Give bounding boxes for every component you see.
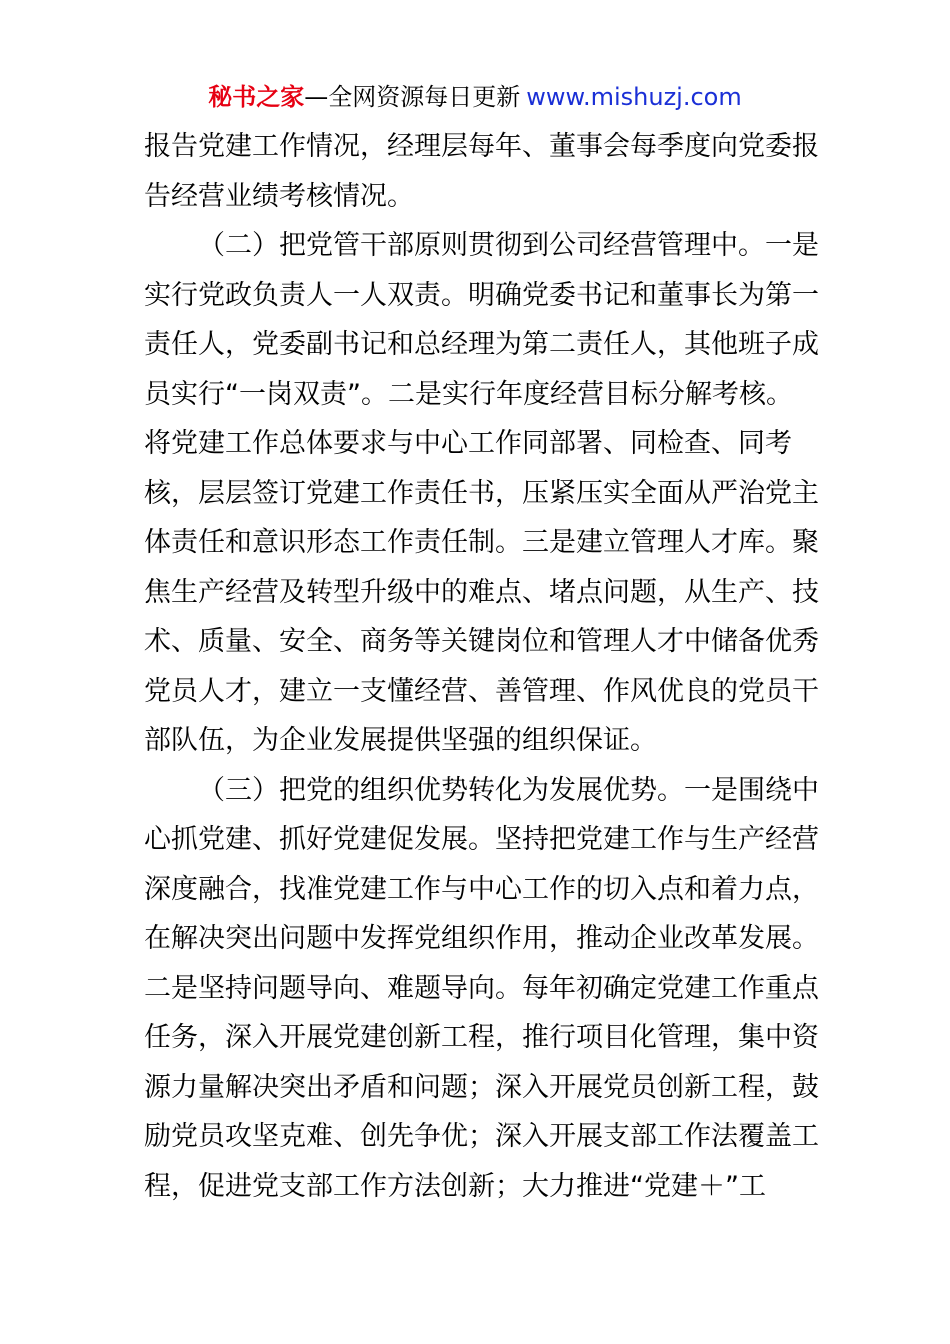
site-brand: 秘书之家 <box>208 83 305 111</box>
document-body <box>144 122 819 1211</box>
paragraph-3 <box>144 766 819 1212</box>
text-line: 党员人才，建立一支懂经营、善管理、作风优良的党员干 <box>144 675 819 707</box>
site-url-link[interactable]: www.mishuzj.com <box>526 83 742 111</box>
site-tagline: —全网资源每日更新 <box>304 83 521 111</box>
text-line: 责任人，党委副书记和总经理为第二责任人，其他班子成 <box>144 329 819 360</box>
text-line: 心抓党建、抓好党建促发展。坚持把党建工作与生产经营 <box>144 824 819 855</box>
text-line: 程，促进党支部工作方法创新；大力推进“党建＋”工 <box>144 1170 766 1202</box>
text-line: 体责任和意识形态工作责任制。三是建立管理人才库。聚 <box>144 527 819 558</box>
text-line: 焦生产经营及转型升级中的难点、堵点问题，从生产、技 <box>144 576 819 608</box>
text-line: 将党建工作总体要求与中心工作同部署、同检查、同考 <box>144 428 792 459</box>
text-line: 部队伍，为企业发展提供坚强的组织保证。 <box>144 725 657 756</box>
text-line: 实行党政负责人一人双责。明确党委书记和董事长为第一 <box>144 279 819 311</box>
text-line: 告经营业绩考核情况。 <box>144 180 414 212</box>
text-line: 核，层层签订党建工作责任书，压紧压实全面从严治党主 <box>144 477 819 509</box>
text-line: （三）把党的组织优势转化为发展优势。一是围绕中 <box>198 774 819 806</box>
text-line: 术、质量、安全、商务等关键岗位和管理人才中储备优秀 <box>144 626 819 657</box>
text-line: 任务，深入开展党建创新工程，推行项目化管理，集中资 <box>144 1022 819 1053</box>
text-line: 员实行“一岗双责”。二是实行年度经营目标分解考核。 <box>144 378 793 410</box>
text-line: 深度融合，找准党建工作与中心工作的切入点和着力点， <box>144 873 819 905</box>
text-line: 二是坚持问题导向、难题导向。每年初确定党建工作重点 <box>144 972 819 1004</box>
text-line: （二）把党管干部原则贯彻到公司经营管理中。一是 <box>198 230 819 261</box>
paragraph-1 <box>144 122 819 221</box>
paragraph-2 <box>144 221 819 766</box>
text-line: 在解决突出问题中发挥党组织作用，推动企业改革发展。 <box>144 923 819 954</box>
text-line: 报告党建工作情况，经理层每年、董事会每季度向党委报 <box>144 131 819 162</box>
text-line: 励党员攻坚克难、创先争优；深入开展支部工作法覆盖工 <box>144 1121 819 1152</box>
text-line: 源力量解决突出矛盾和问题；深入开展党员创新工程，鼓 <box>144 1071 819 1103</box>
page-header <box>0 80 950 114</box>
